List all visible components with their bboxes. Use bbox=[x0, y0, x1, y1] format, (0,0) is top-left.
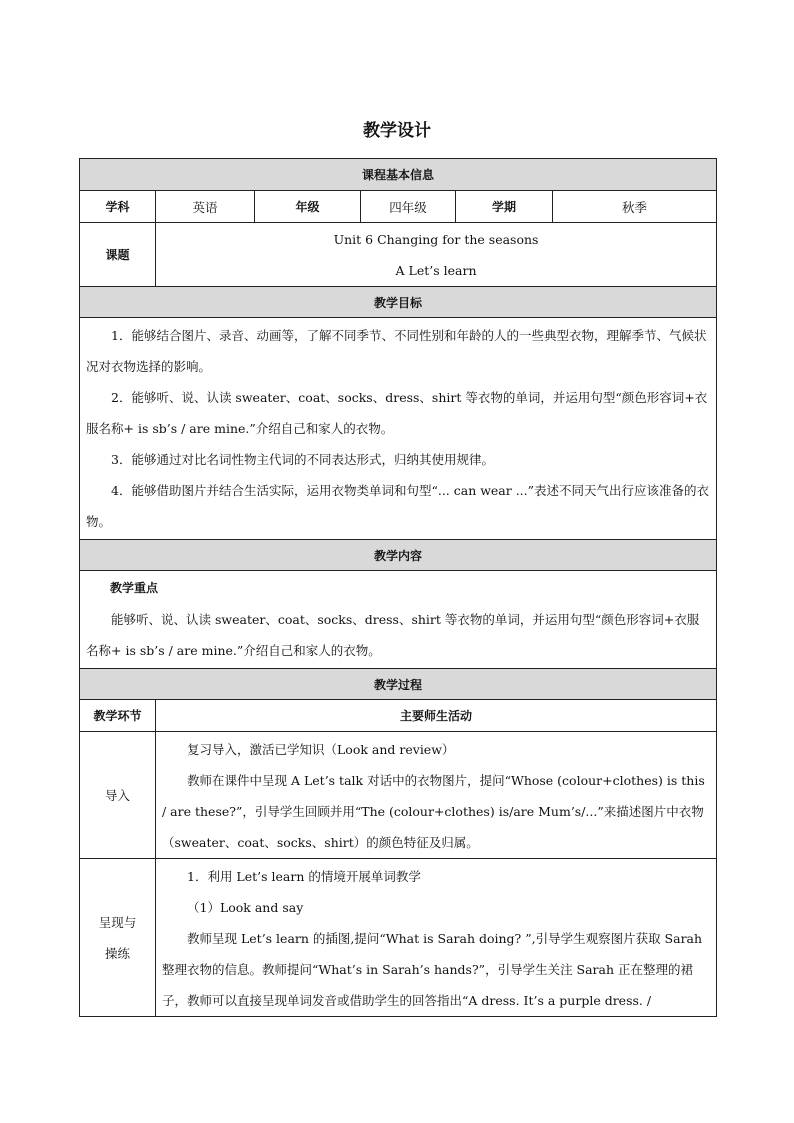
grade-label: 年级 bbox=[255, 191, 361, 223]
content-row bbox=[80, 571, 717, 669]
stage-cell: 导入 bbox=[80, 732, 156, 859]
objective-item: 3．能够通过对比名词性物主代词的不同表达形式，归纳其使用规律。 bbox=[111, 452, 494, 467]
stage-cell bbox=[80, 859, 156, 1017]
process-row-presentation bbox=[80, 859, 717, 1017]
content-header: 教学内容 bbox=[80, 540, 717, 571]
process-row-intro bbox=[80, 732, 717, 859]
objectives-header: 教学目标 bbox=[80, 287, 717, 318]
stage-line-1: 呈现与 bbox=[98, 914, 137, 930]
basic-info-header: 课程基本信息 bbox=[80, 159, 717, 191]
topic-value bbox=[156, 223, 717, 287]
content-cell bbox=[80, 571, 717, 669]
process-header: 教学过程 bbox=[80, 669, 717, 700]
topic-row bbox=[80, 223, 717, 287]
activity-paragraph: 复习导入，激活已学知识（Look and review） bbox=[187, 742, 455, 757]
focus-label: 教学重点 bbox=[110, 581, 159, 595]
focus-text: 能够听、说、认读 sweater、coat、socks、dress、shirt 等衣物的单词，并运用句型“颜色形容词+衣服名称+ is sb’s / are mine.”介绍自己和家人的衣物。 bbox=[86, 612, 700, 658]
lesson-plan-table bbox=[79, 158, 717, 1017]
objective-item: 4．能够借助图片并结合生活实际，运用衣物类单词和句型“... can wear ...”表述不同天气出行应该准备的衣物。 bbox=[86, 483, 710, 529]
objective-item: 1．能够结合图片、录音、动画等，了解不同季节、不同性别和年龄的人的一些典型衣物，理解季节、气候状况对衣物选择的影响。 bbox=[86, 328, 707, 374]
activity-paragraph: 教师呈现 Let’s learn 的插图,提问“What is Sarah doing? ”,引导学生观察图片获取 Sarah 整理衣物的信息。教师提问“What’s in Sarah’s hands?”，引导学生关注 Sarah 正在整理的裙子，教师可以直接呈现单词发音或借助学生的回答指出“A dress. It’s a purple dress. / bbox=[162, 931, 703, 1008]
subject-value: 英语 bbox=[156, 191, 255, 223]
stage-line-2: 操练 bbox=[104, 945, 130, 961]
activity-paragraph: 教师在课件中呈现 A Let’s talk 对话中的衣物图片，提问“Whose (colour+clothes) is this / are these?”，引导学生回顾并用“The (colour+clothes) is/are Mum’s/...”来描述图片中衣物（sweater、coat、socks、shirt）的颜色特征及归属。 bbox=[162, 773, 705, 850]
term-label: 学期 bbox=[456, 191, 553, 223]
objectives-header-row bbox=[80, 287, 717, 318]
topic-label: 课题 bbox=[80, 223, 156, 287]
basic-info-header-row bbox=[80, 159, 717, 191]
objectives-row bbox=[80, 318, 717, 540]
activity-paragraph: （1）Look and say bbox=[187, 900, 304, 915]
activity-cell bbox=[156, 859, 717, 1017]
activity-cell bbox=[156, 732, 717, 859]
process-header-row bbox=[80, 669, 717, 700]
objectives-cell bbox=[80, 318, 717, 540]
objective-item: 2．能够听、说、认读 sweater、coat、socks、dress、shirt 等衣物的单词，并运用句型“颜色形容词+衣服名称+ is sb’s / are mine.”介绍自己和家人的衣物。 bbox=[86, 390, 708, 436]
document-title: 教学设计 bbox=[363, 121, 431, 141]
topic-line-2: A Let’s learn bbox=[395, 262, 477, 278]
term-value: 秋季 bbox=[553, 191, 717, 223]
activity-column-header: 主要师生活动 bbox=[156, 700, 717, 732]
stage-column-header: 教学环节 bbox=[80, 700, 156, 732]
content-header-row bbox=[80, 540, 717, 571]
process-column-row bbox=[80, 700, 717, 732]
activity-paragraph: 1．利用 Let’s learn 的情境开展单词教学 bbox=[187, 869, 421, 884]
subject-label: 学科 bbox=[80, 191, 156, 223]
grade-value: 四年级 bbox=[361, 191, 456, 223]
basic-info-row bbox=[80, 191, 717, 223]
topic-line-1: Unit 6 Changing for the seasons bbox=[333, 231, 539, 247]
